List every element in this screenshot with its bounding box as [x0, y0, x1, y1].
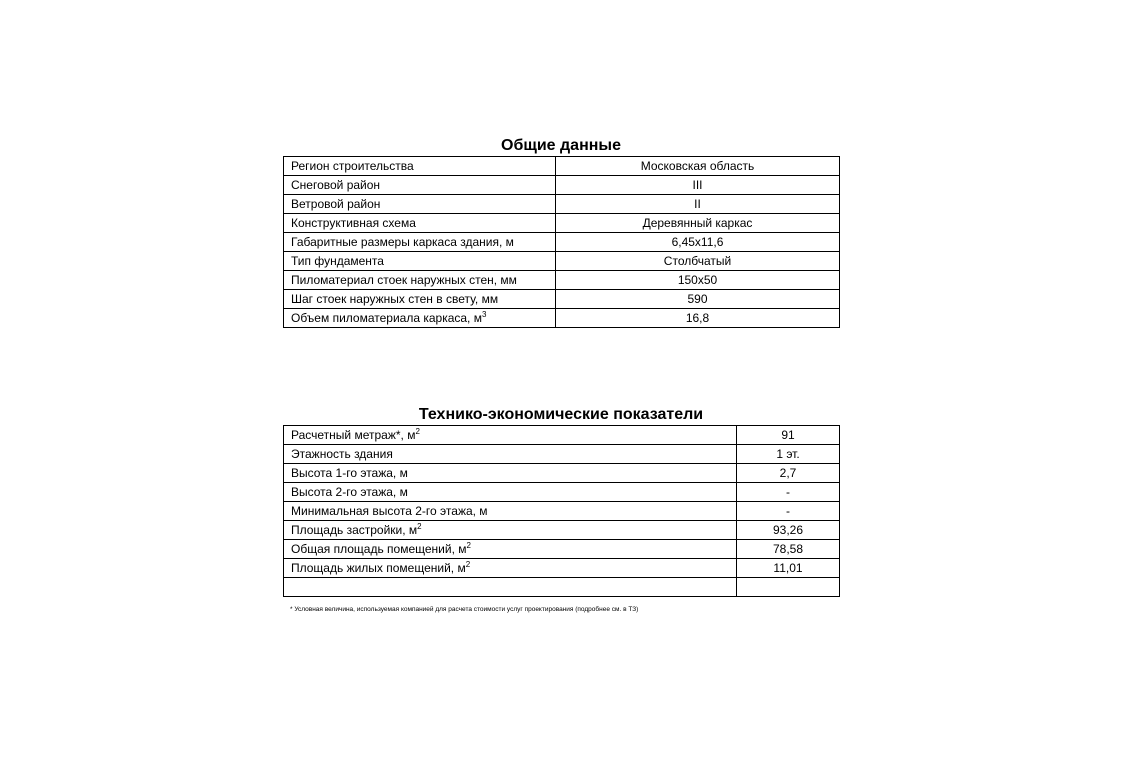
indicators-title: Технико-экономические показатели — [418, 406, 704, 423]
general-data-value: 6,45х11,6 — [556, 233, 840, 252]
indicator-label-cell — [284, 445, 737, 464]
indicator-row — [284, 445, 840, 464]
indicator-value: 91 — [737, 426, 840, 445]
indicator-label-cell — [284, 502, 737, 521]
general-data-label: Объем пиломатериала каркаса, м — [291, 311, 482, 325]
general-data-label: Пиломатериал стоек наружных стен, мм — [291, 273, 517, 287]
general-data-value: II — [556, 195, 840, 214]
general-data-value: Деревянный каркас — [556, 214, 840, 233]
general-data-value: III — [556, 176, 840, 195]
general-data-row — [284, 309, 840, 328]
general-data-label-cell — [284, 214, 556, 233]
general-data-label-cell — [284, 176, 556, 195]
general-data-value: 16,8 — [556, 309, 840, 328]
unit-superscript: 3 — [481, 310, 487, 319]
indicator-label: Высота 2-го этажа, м — [291, 485, 408, 499]
indicator-value: 1 эт. — [737, 445, 840, 464]
general-data-label: Снеговой район — [291, 178, 381, 192]
general-data-label: Ветровой район — [291, 197, 381, 211]
indicator-label: Минимальная высота 2-го этажа, м — [291, 504, 488, 518]
indicator-row — [284, 559, 840, 578]
indicator-row — [284, 464, 840, 483]
indicator-label: Расчетный метраж*, м — [291, 428, 416, 442]
general-data-row — [284, 252, 840, 271]
indicator-row — [284, 426, 840, 445]
general-data-label: Тип фундамента — [291, 254, 384, 268]
general-data-label-cell — [284, 157, 556, 176]
indicator-value: 78,58 — [737, 540, 840, 559]
general-data-row — [284, 157, 840, 176]
unit-superscript: 2 — [465, 560, 471, 569]
indicator-label: Высота 1-го этажа, м — [291, 466, 408, 480]
general-data-value: Московская область — [556, 157, 840, 176]
indicator-label-cell — [284, 464, 737, 483]
general-data-table — [283, 156, 840, 328]
general-data-row — [284, 233, 840, 252]
indicator-label: Площадь жилых помещений, м — [291, 561, 466, 575]
indicator-label: Общая площадь помещений, м — [291, 542, 467, 556]
indicator-label: Этажность здания — [291, 447, 393, 461]
indicator-value — [737, 578, 840, 597]
indicator-label-cell — [284, 521, 737, 540]
unit-superscript: 2 — [466, 541, 471, 550]
indicator-value: - — [737, 502, 840, 521]
general-data-row — [284, 195, 840, 214]
general-data-label: Регион строительства — [291, 159, 414, 173]
general-data-row — [284, 290, 840, 309]
general-data-label-cell — [284, 309, 556, 328]
indicator-label-cell — [284, 559, 737, 578]
indicator-value: - — [737, 483, 840, 502]
indicator-label-cell — [284, 540, 737, 559]
general-data-label-cell — [284, 271, 556, 290]
indicator-value: 11,01 — [737, 559, 840, 578]
indicators-footnote: * Условная величина, используемая компанией для расчета стоимости услуг проектирования (подробнее см. в ТЗ) — [290, 606, 639, 613]
general-data-value: 150х50 — [556, 271, 840, 290]
general-data-label-cell — [284, 233, 556, 252]
general-data-label: Габаритные размеры каркаса здания, м — [291, 235, 514, 249]
general-data-label-cell — [284, 252, 556, 271]
indicator-row — [284, 502, 840, 521]
indicator-value: 2,7 — [737, 464, 840, 483]
general-data-row — [284, 176, 840, 195]
unit-superscript: 2 — [415, 427, 420, 436]
indicator-row — [284, 578, 840, 597]
general-data-row — [284, 271, 840, 290]
general-data-label-cell — [284, 290, 556, 309]
general-data-value: Столбчатый — [556, 252, 840, 271]
general-data-label: Шаг стоек наружных стен в свету, мм — [291, 292, 499, 306]
indicator-label-cell — [284, 426, 737, 445]
indicator-row — [284, 540, 840, 559]
general-data-title: Общие данные — [501, 137, 621, 154]
indicator-row — [284, 483, 840, 502]
indicator-label-cell — [284, 578, 737, 597]
general-data-label: Конструктивная схема — [291, 216, 416, 230]
indicators-table — [283, 425, 840, 597]
indicator-value: 93,26 — [737, 521, 840, 540]
indicator-label-cell — [284, 483, 737, 502]
unit-superscript: 2 — [417, 522, 422, 531]
indicator-row — [284, 521, 840, 540]
general-data-label-cell — [284, 195, 556, 214]
general-data-value: 590 — [556, 290, 840, 309]
general-data-row — [284, 214, 840, 233]
indicator-label: Площадь застройки, м — [291, 523, 418, 537]
